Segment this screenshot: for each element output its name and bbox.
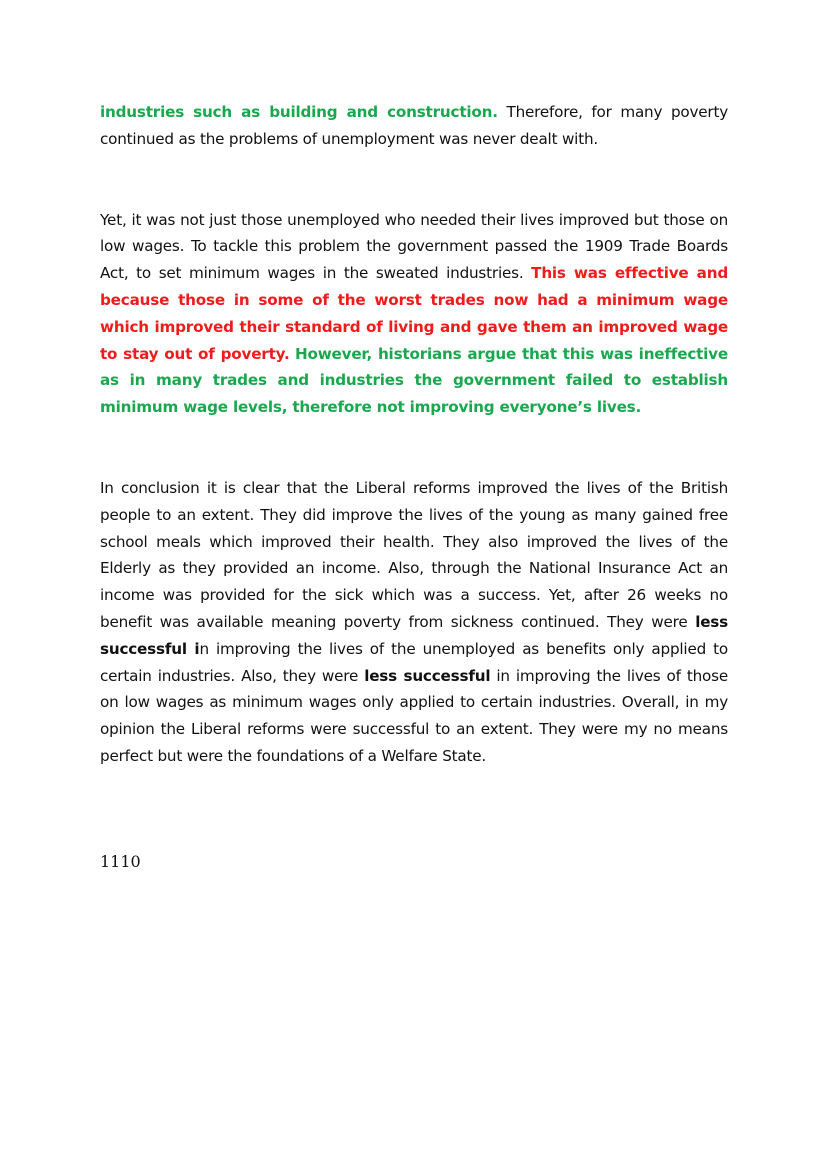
paragraph-spacer [100, 153, 728, 207]
document-page [100, 99, 728, 770]
paragraph-unemployment [100, 99, 728, 153]
paragraph-spacer [100, 421, 728, 475]
body-text: Yet, it was not just those unemployed who needed their lives improved but those on low wages. To tackle this problem the government passed the 1909 Trade Boards Act, to set minimum wages in the sweated industries. [100, 210, 728, 283]
word-count: 1110 [100, 852, 141, 871]
body-text: In conclusion it is clear that the Liberal reforms improved the lives of the British people to an extent. They did improve the lives of the young as many gained free school meals which improved their health. They also improved the lives of the Elderly as they provided an income. Also, through the National Insurance Act an income was provided for the sick which was a success. Yet, after 26 weeks no benefit was available meaning poverty from sickness continued. They were [100, 478, 728, 631]
paragraph-low-wages [100, 207, 728, 421]
green-highlight-text: industries such as building and construction. [100, 103, 498, 121]
body-text: Therefore, for many poverty continued as the problems of unemployment was never dealt with. [100, 103, 728, 148]
green-highlight-text: However, historians argue that this was ineffective as in many trades and industries the government failed to establish minimum wage levels, therefore not improving everyone’s lives. [100, 344, 728, 417]
body-text: in improving the lives of those on low wages as minimum wages only applied to certain industries. Overall, in my opinion the Liberal reforms were successful to an extent. They were my no means perfect but were the foundations of a Welfare State. [100, 666, 728, 765]
bold-text: less successful i [100, 612, 728, 658]
paragraph-conclusion [100, 475, 728, 770]
bold-text: less successful [364, 666, 491, 685]
red-highlight-text: This was effective and because those in some of the worst trades now had a minimum wage which improved their standard of living and gave them an improved wage to stay out of poverty. [100, 264, 728, 363]
body-text: n improving the lives of the unemployed as benefits only applied to certain industries. Also, they were [100, 639, 728, 685]
